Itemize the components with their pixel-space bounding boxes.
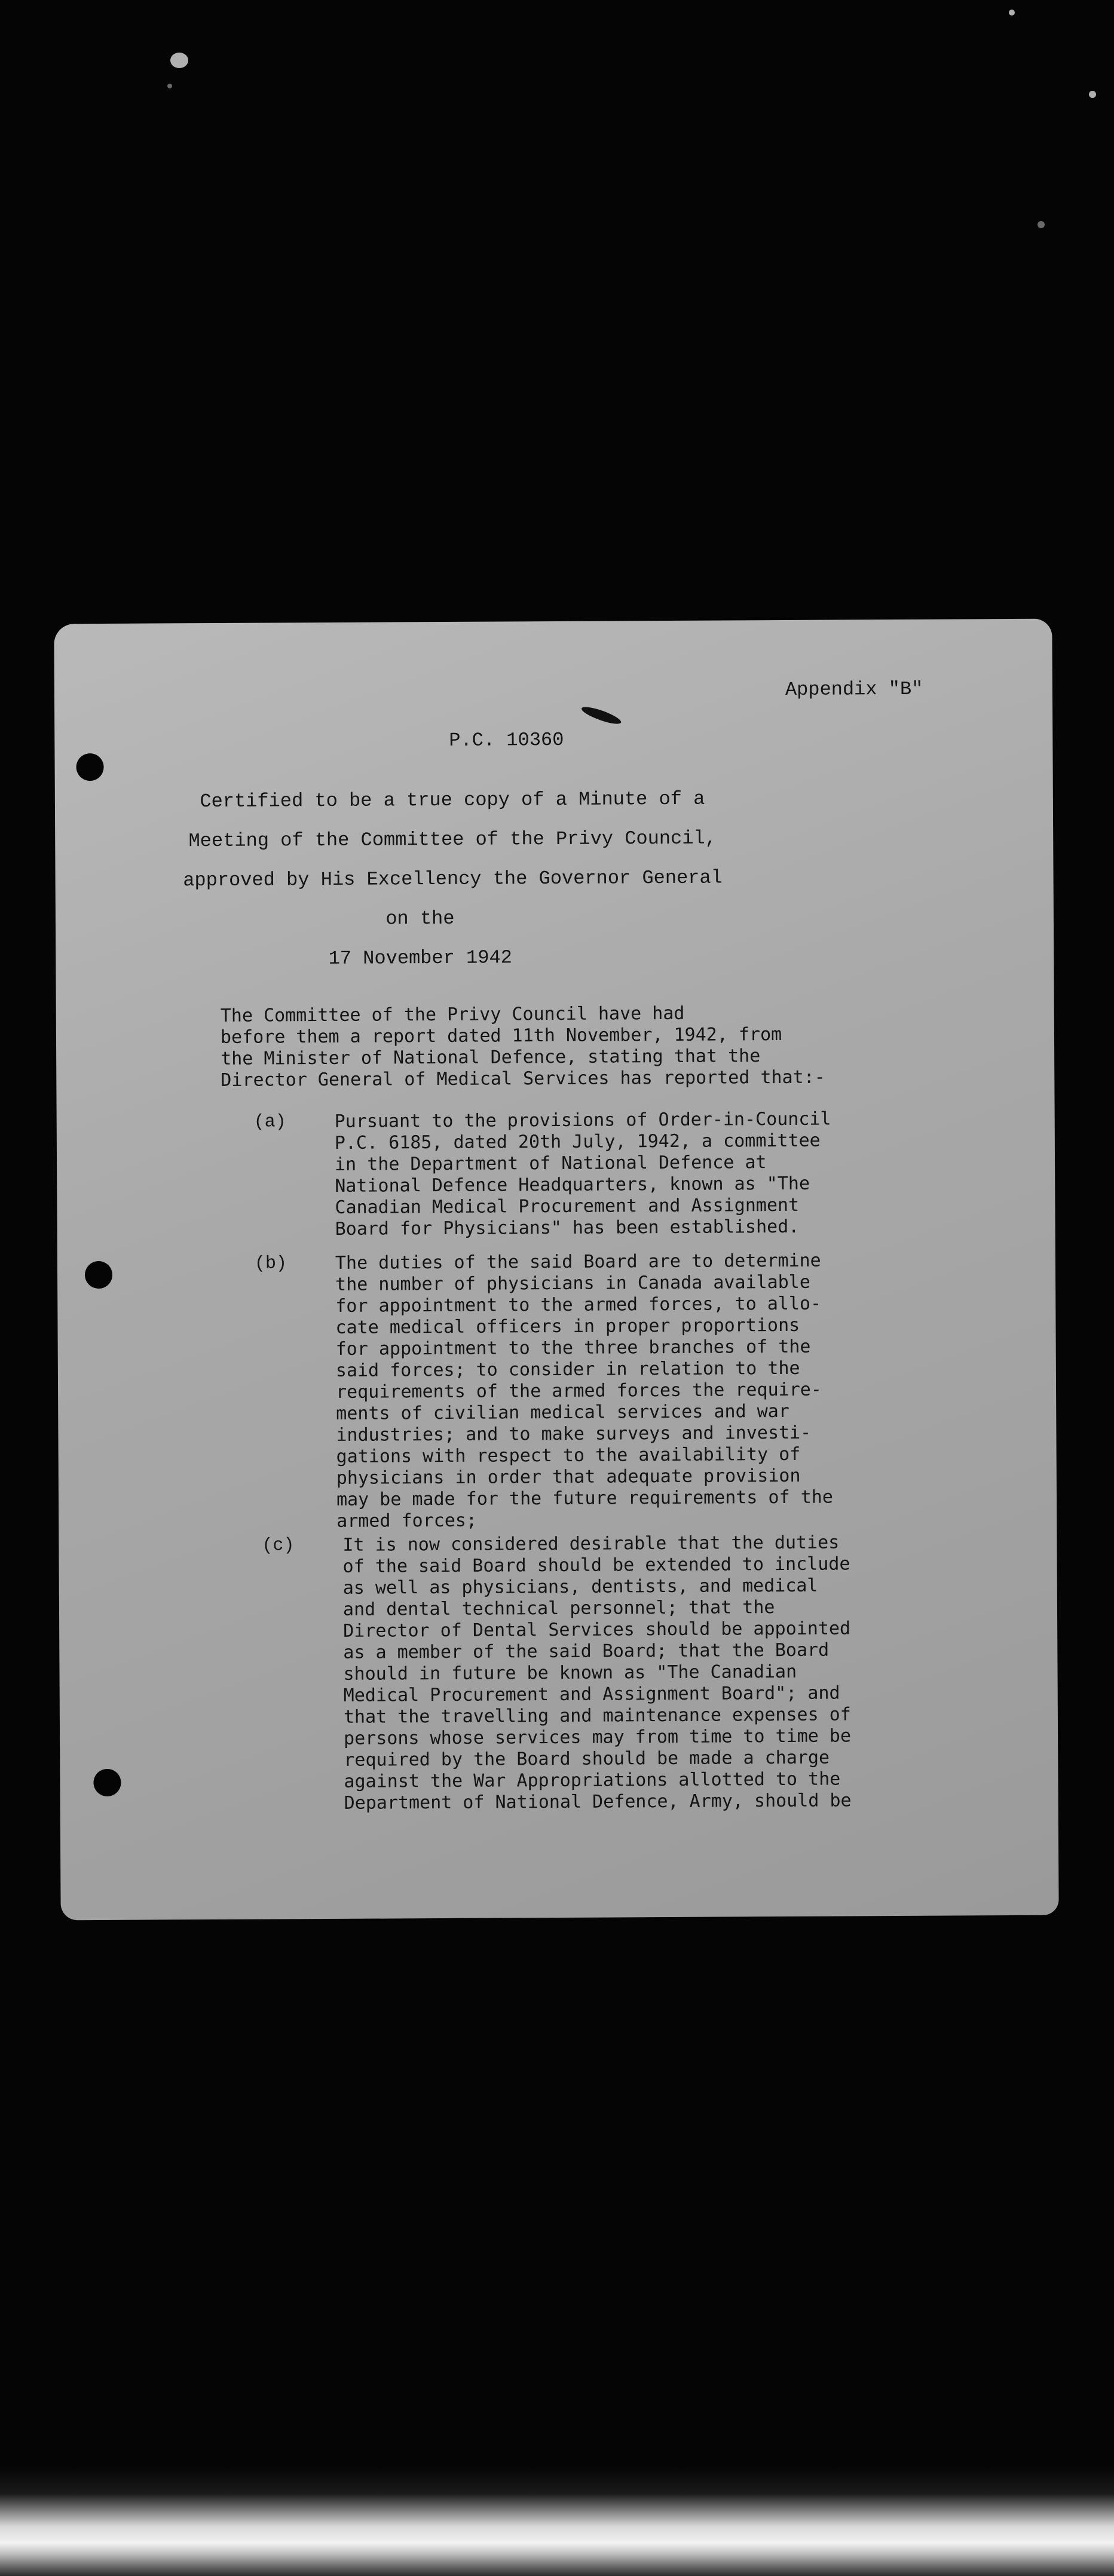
certification-line: Meeting of the Committee of the Privy Council, [188,827,717,852]
film-speck [1009,10,1015,16]
film-speck [167,84,172,88]
film-speck [170,53,188,68]
punch-hole [85,1261,112,1289]
certification-line: on the [385,907,455,930]
film-speck [1089,91,1096,98]
punch-hole [93,1769,121,1796]
item-text: It is now considered desirable that the duties of the said Board should be extended to include as well as physicians, dentists, and medical and dental technical personnel; that the Director of Dental Services should be appointed as a member of the said Board; that the Board should in future be known as "The Canadian Medical Procurement and Assignment Board"; and that the travelling and maintenance expenses of persons whose services may from time to time be required by the Board should be made a charge against the War Appropriations allotted to the Department of National Defence, Army, should be [342,1532,852,1814]
document-page [54,619,1058,1921]
item-text: The duties of the said Board are to determine the number of physicians in Canada available for appointment to the armed forces, to allo- cate medical officers in proper proportions for appointment to the three branches of the said forces; to consider in relation to the requirements of the armed forces the require- ments of civilian medical services and war industries; and to make surveys and investi- gations with respect to the availability of physicians in order that adequate provision may be made for the future requirements of the armed forces; [335,1250,833,1532]
film-edge [0,2466,1114,2576]
item-label: (a) [253,1112,286,1133]
appendix-label: Appendix "B" [785,677,923,701]
item-text: Pursuant to the provisions of Order-in-Council P.C. 6185, dated 20th July, 1942, a committee in the Department of National Defence at National Defence Headquarters, known as "The Canadian Medical Procurement and Assignment Board for Physicians" has been established. [334,1108,831,1240]
order-number: P.C. 10360 [449,728,564,752]
item-label: (b) [254,1253,287,1274]
intro-paragraph: The Committee of the Privy Council have had before them a report dated 11th November, 1942, from the Minister of National Defence, stating that the Director General of Medical Services has reported that:- [220,1002,825,1091]
film-speck [1038,221,1045,228]
punch-hole [76,753,103,781]
certification-line: approved by His Excellency the Governor General [183,866,723,892]
item-label: (c) [262,1535,295,1556]
ink-mark [580,704,622,727]
certification-line: Certified to be a true copy of a Minute of a [200,787,705,813]
certification-date: 17 November 1942 [328,946,512,970]
